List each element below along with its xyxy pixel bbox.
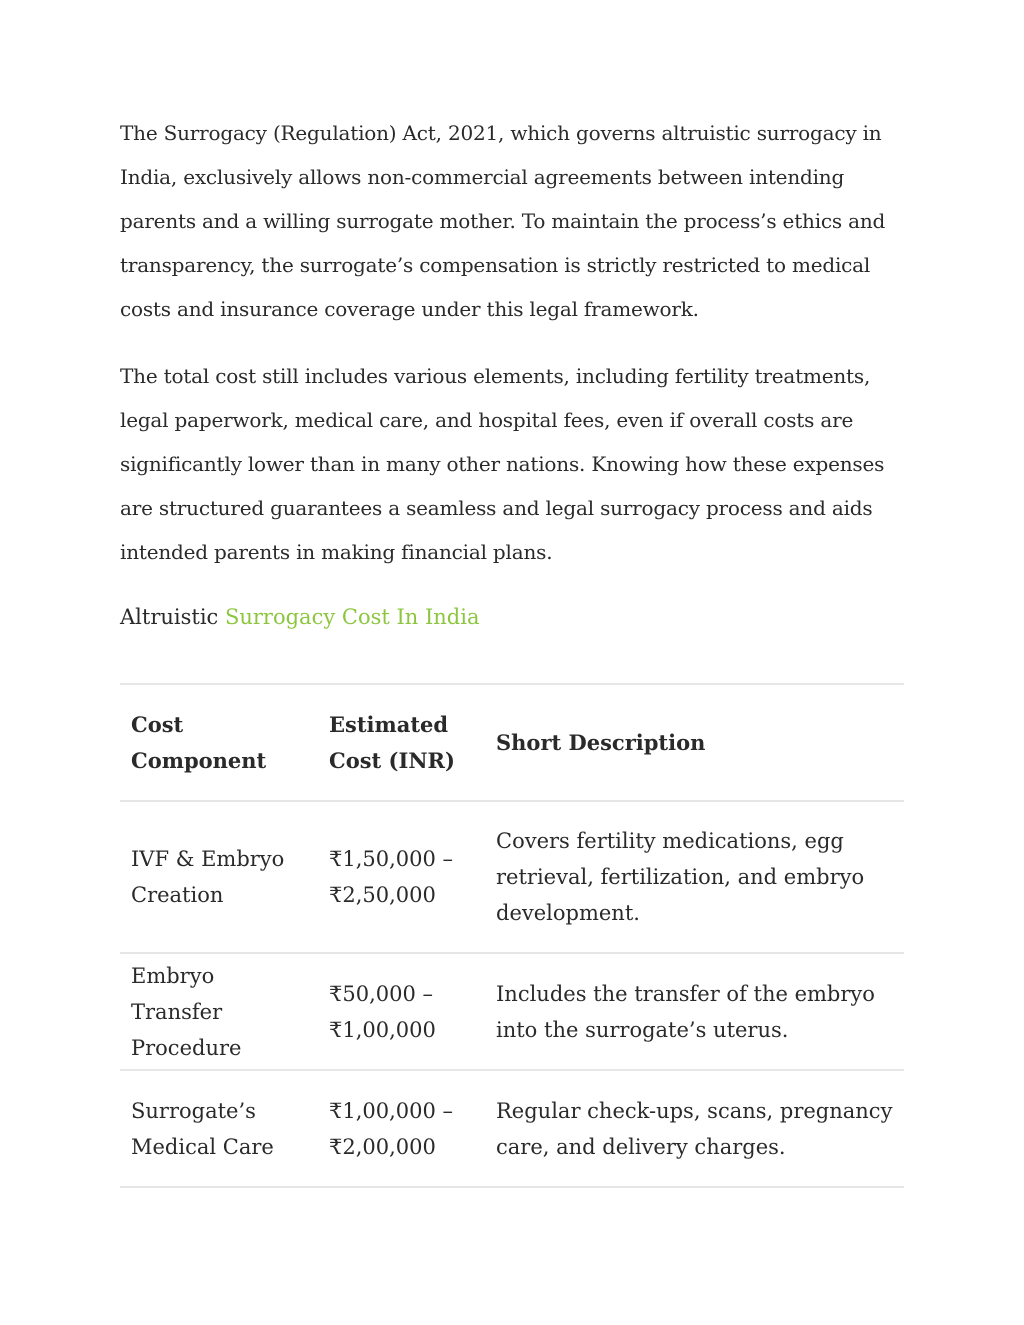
table-row [120,801,904,953]
cell-component: IVF & Embryo Creation [120,801,318,953]
table-row [120,953,904,1070]
cell-cost: ₹1,00,000 – ₹2,00,000 [318,1070,485,1187]
table-row [120,1070,904,1187]
table-heading [120,602,904,632]
article-body [120,111,904,632]
surrogacy-cost-link[interactable]: Surrogacy Cost In India [224,605,480,629]
intro-paragraph: The Surrogacy (Regulation) Act, 2021, which governs altruistic surrogacy in India, exclusively allows non-commercial agreements between intending parents and a willing surrogate mother. To maintain the process’s ethics and transparency, the surrogate’s compensation is strictly restricted to medical costs and insurance coverage under this legal framework. [120,121,886,321]
header-cost-component: Cost Component [120,684,318,801]
cell-description: Includes the transfer of the embryo into the surrogate’s uterus. [485,953,904,1070]
cost-table [120,683,904,1188]
cell-description: Covers fertility medications, egg retrieval, fertilization, and embryo development. [485,801,904,953]
cell-description: Regular check-ups, scans, pregnancy care, and delivery charges. [485,1070,904,1187]
cell-component: Embryo Transfer Procedure [120,953,318,1070]
cell-component: Surrogate’s Medical Care [120,1070,318,1187]
heading-prefix: Altruistic [120,605,219,629]
header-short-description: Short Description [485,684,904,801]
header-estimated-cost: Estimated Cost (INR) [318,684,485,801]
table-header-row [120,684,904,801]
cell-cost: ₹1,50,000 – ₹2,50,000 [318,801,485,953]
cost-overview-paragraph: The total cost still includes various elements, including fertility treatments, legal paperwork, medical care, and hospital fees, even if overall costs are significantly lower than in many other nations. Knowing how these expenses are structured guarantees a seamless and legal surrogacy process and aids intended parents in making financial plans. [120,364,885,564]
cell-cost: ₹50,000 – ₹1,00,000 [318,953,485,1070]
